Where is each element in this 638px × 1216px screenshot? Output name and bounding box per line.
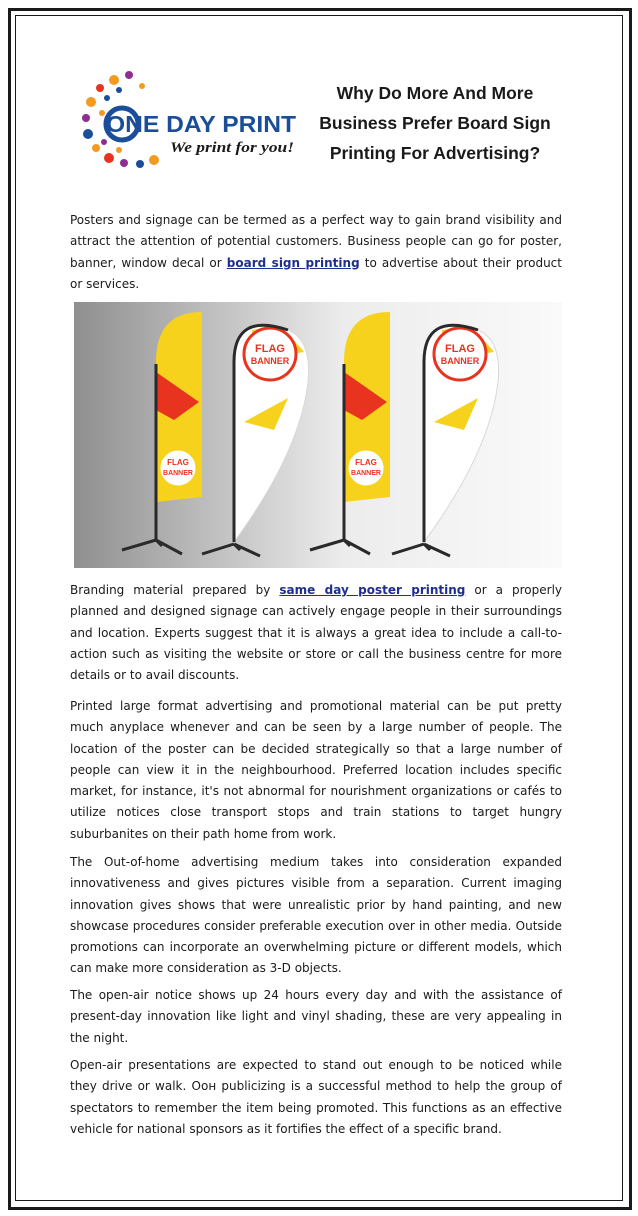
paragraph-3: Printed large format advertising and promotional material can be put pretty much anyplace whenever and can be seen by a large number of people. The location of the poster can be decided strategically so that a large number of people can view it in the neighbourhood. Preferred location includes specific market, for instance, it's not abnormal for nourishment organizations or cafés to utilize notices close transport stops and train stations to target hungry suburbanites on their path home from work. <box>70 699 562 841</box>
flag-large-label-line2: BANNER <box>250 356 290 366</box>
paragraph-1-text-after: to advertise about their product or services. <box>70 255 562 291</box>
flag-small-label-line2: BANNER <box>163 470 193 477</box>
paragraph-2-text-after: or a properly planned and designed signage can actively engage people in their surroundings and location. Experts suggest that it is always a great idea to include a call-to-action such as visiting the website or store or call the business centre for more details or to avail discounts. <box>70 583 563 683</box>
same-day-poster-printing-link[interactable]: same day poster printing <box>279 583 466 597</box>
flag-small-label-line2-b: BANNER <box>351 470 381 477</box>
flag-small-label-line1: FLAG <box>167 458 189 467</box>
flag-banner-image <box>74 302 562 568</box>
paragraph-1-text-before: Posters and signage can be termed as a perfect way to gain brand visibility and attract the attention of potential customers. Business people can go for poster, banner, window decal or <box>70 213 562 270</box>
paragraph-2 <box>70 580 562 686</box>
paragraph-4: The Out-of-home advertising medium takes into consideration expanded innovativeness and gives pictures visible from a separation. Current imaging innovation gives shows that were unrealistic prior by hand painting, and new showcase procedures consider preferable execution over in other media. Outside promotions can incorporate an overwhelming picture or different models, which can make more consideration as 3-D objects. <box>70 855 562 976</box>
logo-brand: ONE DAY PRINT <box>106 111 296 137</box>
paragraph-2-text-before: Branding material prepared by <box>70 583 280 597</box>
logo <box>74 68 306 174</box>
paragraph-6: Open-air presentations are expected to stand out enough to be noticed while they drive or walk. Оон publicizing is a successful method to help the group of spectators to remember the item being promoted. This functions as an effective vehicle for national sponsors as it fortifies the effect of a specific brand. <box>70 1058 562 1136</box>
paragraph-5: The open-air notice shows up 24 hours every day and with the assistance of present-day innovation like light and vinyl shading, these are very appealing in the night. <box>70 988 562 1045</box>
flag-large-label-line1: FLAG <box>255 343 285 355</box>
logo-tagline: We print for you! <box>170 140 294 156</box>
paragraph-1 <box>70 210 562 295</box>
board-sign-printing-link[interactable]: board sign printing <box>226 255 360 270</box>
page-title: Why Do More And More Business Prefer Board Sign Printing For Advertising? <box>319 83 551 163</box>
flag-large-label-line2-b: BANNER <box>440 356 480 366</box>
flag-small-label-line1-b: FLAG <box>355 458 377 467</box>
flag-large-label-line1-b: FLAG <box>445 343 475 355</box>
header <box>74 68 564 178</box>
